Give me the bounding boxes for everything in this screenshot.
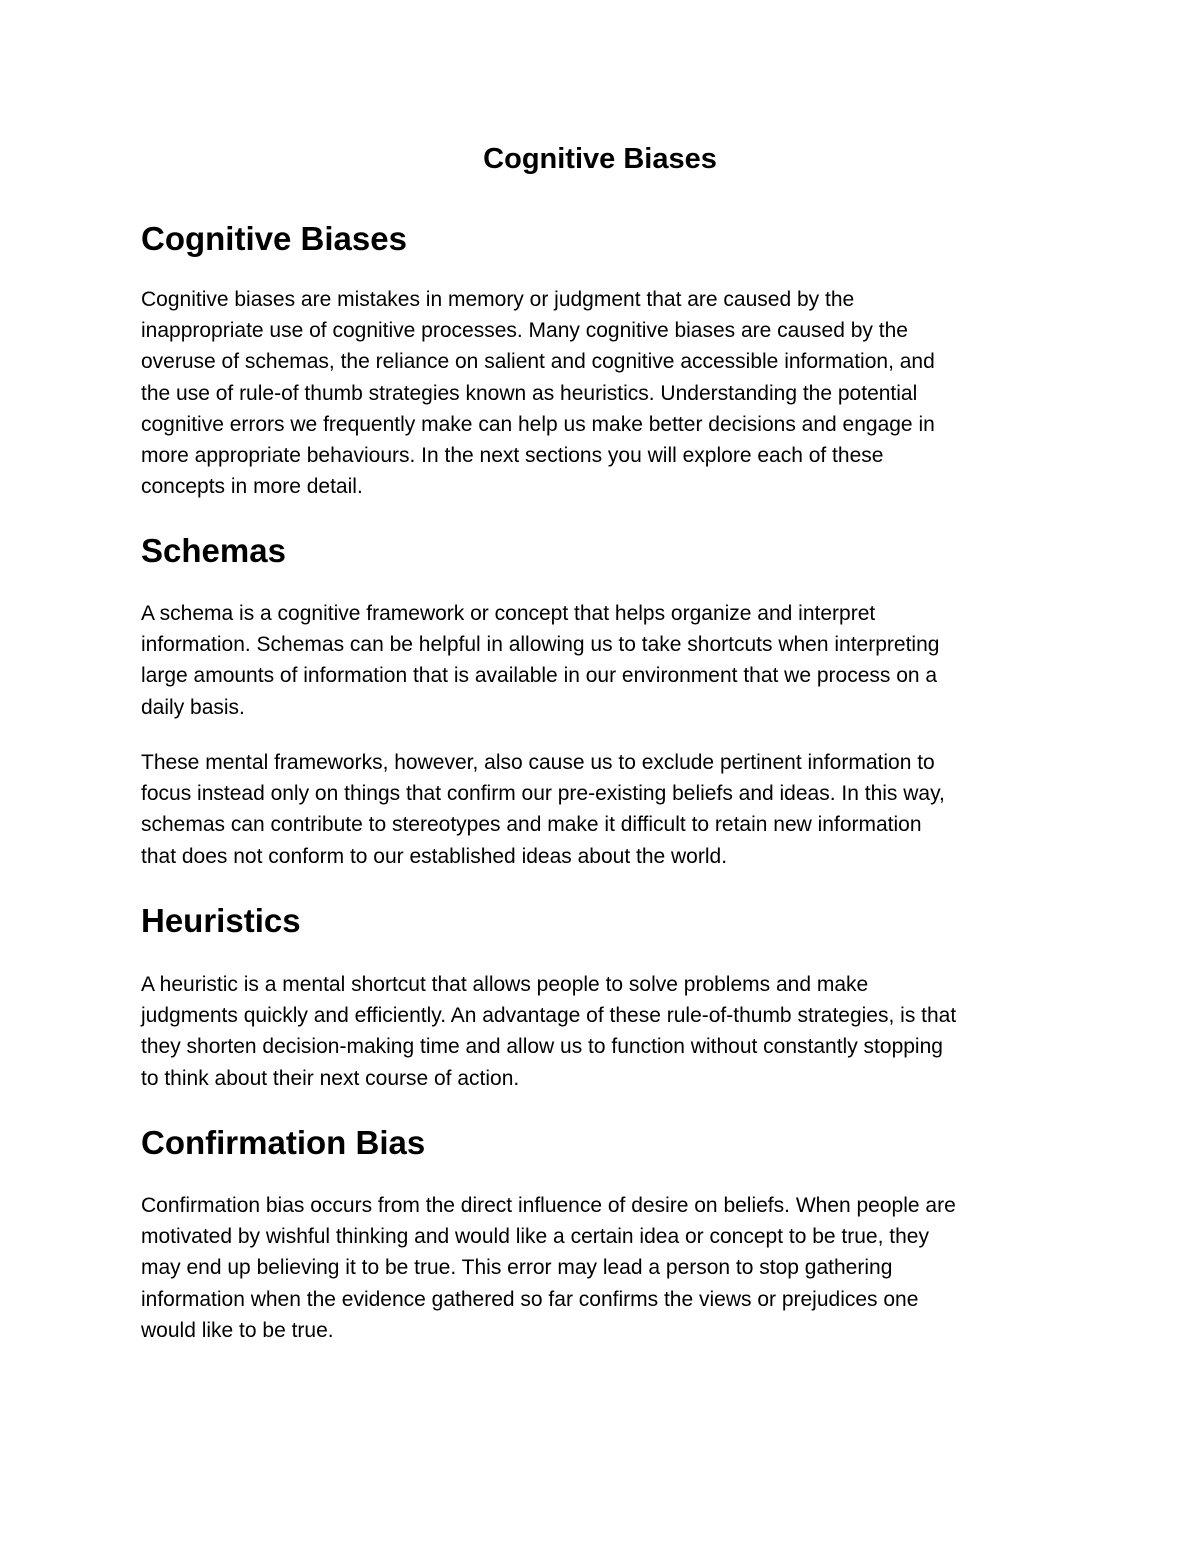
text-line: the use of rule-of thumb strategies known as heuristics. Understanding the potential [141, 381, 918, 405]
text-line: A schema is a cognitive framework or concept that helps organize and interpret [141, 602, 876, 625]
text-line: motivated by wishful thinking and would like a certain idea or concept to be true, they [141, 1225, 929, 1249]
text-line: daily basis. [141, 695, 245, 719]
text-line: judgments quickly and efficiently. An advantage of these rule-of-thumb strategies, is that [141, 1004, 957, 1028]
paragraph-confirmation-bias [141, 1190, 1081, 1346]
section-heading-schemas: Schemas [141, 532, 286, 569]
text-line: more appropriate behaviours. In the next sections you will explore each of these [141, 444, 884, 468]
text-line: A heuristic is a mental shortcut that allows people to solve problems and make [141, 973, 869, 996]
paragraph-schemas-1 [141, 598, 1081, 723]
text-line: they shorten decision-making time and allow us to function without constantly stopping [141, 1035, 943, 1059]
text-line: Cognitive biases are mistakes in memory or judgment that are caused by the [141, 288, 855, 311]
document-title: Cognitive Biases [483, 143, 717, 175]
text-line: These mental frameworks, however, also cause us to exclude pertinent information to [141, 751, 935, 774]
text-line: Confirmation bias occurs from the direct influence of desire on beliefs. When people are [141, 1194, 956, 1217]
text-line: information. Schemas can be helpful in allowing us to take shortcuts when interpreting [141, 633, 940, 657]
text-line: large amounts of information that is available in our environment that we process on a [141, 664, 938, 688]
text-line: that does not conform to our established ideas about the world. [141, 844, 728, 868]
text-line: schemas can contribute to stereotypes and make it difficult to retain new information [141, 813, 922, 837]
text-line: inappropriate use of cognitive processes. Many cognitive biases are caused by the [141, 319, 908, 343]
text-line: concepts in more detail. [141, 475, 363, 499]
paragraph-heuristics [141, 969, 1081, 1094]
text-line: may end up believing it to be true. This error may lead a person to stop gathering [141, 1256, 893, 1280]
section-heading-heuristics: Heuristics [141, 902, 301, 939]
text-line: overuse of schemas, the reliance on salient and cognitive accessible information, and [141, 350, 935, 374]
text-line: information when the evidence gathered so far confirms the views or prejudices one [141, 1287, 919, 1311]
text-line: cognitive errors we frequently make can help us make better decisions and engage in [141, 412, 935, 436]
section-heading-confirmation-bias: Confirmation Bias [141, 1124, 426, 1161]
paragraph-cognitive-biases [141, 284, 1081, 502]
section-heading-cognitive-biases: Cognitive Biases [141, 220, 407, 257]
paragraph-schemas-2 [141, 747, 1081, 872]
text-line: would like to be true. [141, 1318, 334, 1342]
text-line: focus instead only on things that confirm our pre-existing beliefs and ideas. In this way, [141, 782, 945, 806]
text-line: to think about their next course of action. [141, 1066, 520, 1090]
